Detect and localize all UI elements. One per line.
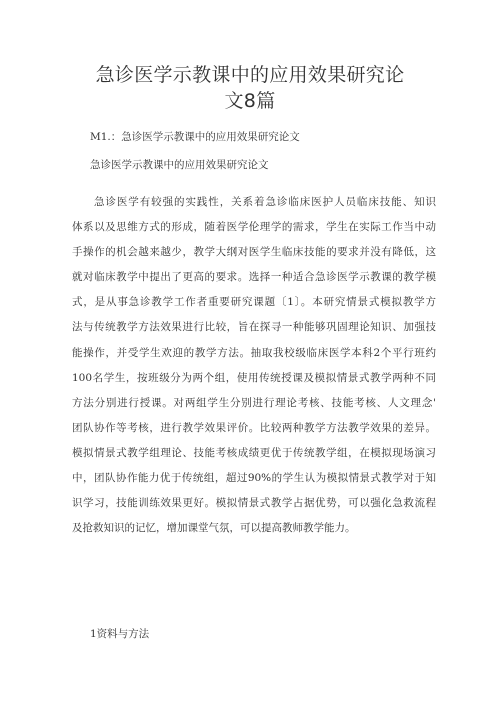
paragraph-line: 及抢救知识的记忆，增加课堂气氛，可以提高教师教学能力。 xyxy=(72,522,356,535)
paragraph-line: 模拟情景式教学组理论、技能考核成绩更优于传统教学组，在模拟现场演习 xyxy=(72,446,436,459)
paragraph-line: 团队协作等考核，进行教学效果评价。比较两种教学方法教学效果的差异。 xyxy=(72,421,436,434)
document-meta-line-2: 急诊医学示教课中的应用效果研究论文 xyxy=(90,159,269,171)
document-meta-line-1: M1.：急诊医学示教课中的应用效果研究论文 xyxy=(90,131,300,143)
paragraph-line: 式，是从事急诊教学工作者重要研究课题〔1〕。本研究情景式模拟教学方 xyxy=(72,296,436,309)
section-heading: 1资料与方法 xyxy=(90,628,150,640)
document-title-line-1: 急诊医学示教课中的应用效果研究论 xyxy=(95,64,405,86)
body-paragraph xyxy=(72,190,436,541)
paragraph-line: 中，团队协作能力优于传统组，超过90%的学生认为模拟情景式教学对于知 xyxy=(72,472,436,485)
paragraph-line: 手操作的机会越来越少，教学大纲对医学生临床技能的要求并没有降低，这 xyxy=(72,246,436,259)
paragraph-line: 方法分别进行授课。对两组学生分别进行理论考核、技能考核、人文理念' xyxy=(72,396,436,409)
paragraph-line: 识学习，技能训练效果更好。模拟情景式教学占据优势，可以强化急救流程 xyxy=(72,497,436,510)
paragraph-line: 就对临床教学中提出了更高的要求。选择一种适合急诊医学示教课的教学模 xyxy=(72,271,436,284)
document-title-line-2: 文8篇 xyxy=(224,90,276,112)
paragraph-line: 能操作，并受学生欢迎的教学方法。抽取我校级临床医学本科2个平行班约 xyxy=(72,346,436,359)
paragraph-line: 急诊医学有较强的实践性，关系着急诊临床医护人员临床技能、知识 xyxy=(94,196,436,208)
paragraph-line: 体系以及思维方式的形成，随着医学伦理学的需求，学生在实际工作当中动 xyxy=(72,221,436,234)
paragraph-line: 100名学生，按班级分为两个组，使用传统授课及模拟情景式教学两种不同 xyxy=(72,371,436,384)
paragraph-line: 法与传统教学方法效果进行比较，旨在探寻一种能够巩固理论知识、加强技 xyxy=(72,321,436,334)
